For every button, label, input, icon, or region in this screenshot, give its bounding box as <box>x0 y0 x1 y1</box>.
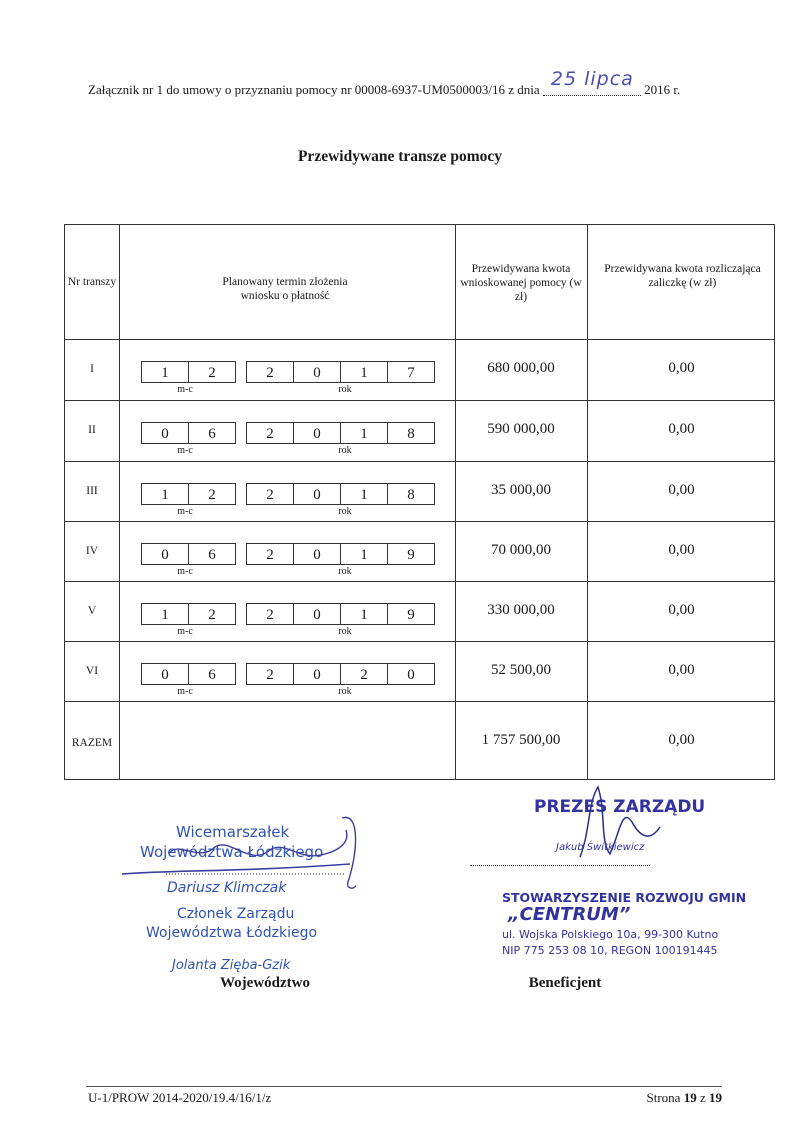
year-digit: 2 <box>246 663 294 685</box>
month-digit: 6 <box>188 422 236 444</box>
month-digit: 6 <box>188 543 236 565</box>
year-digit: 2 <box>340 663 388 685</box>
year-digit: 2 <box>246 422 294 444</box>
header-term: Planowany termin złożenia wniosku o płatność <box>222 276 348 302</box>
year-digit: 0 <box>293 422 341 444</box>
year-digit: 0 <box>293 543 341 565</box>
month-label: m-c <box>177 384 193 395</box>
page-sep: z <box>699 1090 706 1105</box>
month-boxes <box>141 483 236 505</box>
year-digit: 7 <box>387 361 435 383</box>
month-digit: 1 <box>141 483 189 505</box>
year-digit: 0 <box>293 663 341 685</box>
signature-line <box>470 865 650 866</box>
year-digit: 0 <box>387 663 435 685</box>
page-prefix: Strona <box>646 1090 681 1105</box>
voivodeship-label: Województwo <box>220 975 310 991</box>
header-advance: Przewidywana kwota rozliczająca zaliczkę (w zł) <box>604 263 761 289</box>
year-boxes <box>246 483 435 505</box>
total-label: RAZEM <box>71 737 113 749</box>
stamp-name-zieba: Jolanta Zięba-Gzik <box>172 958 291 973</box>
row-divider <box>65 581 774 582</box>
stamp-name-switkiewicz: Jakub Świtkiewicz <box>556 842 645 853</box>
month-digit: 0 <box>141 543 189 565</box>
year-label: rok <box>338 566 352 577</box>
year-digit: 9 <box>387 543 435 565</box>
beneficiary-label: Beneficjent <box>528 975 602 991</box>
page-title: Przewidywane transze pomocy <box>297 148 503 165</box>
date-field <box>543 68 641 98</box>
year-digit: 1 <box>340 483 388 505</box>
month-digit: 1 <box>141 361 189 383</box>
row-divider <box>65 701 774 702</box>
tranche-advance: 0,00 <box>668 662 695 678</box>
col-divider <box>587 225 588 779</box>
year-label: rok <box>338 384 352 395</box>
month-label: m-c <box>177 445 193 456</box>
month-boxes <box>141 422 236 444</box>
col-divider <box>455 225 456 779</box>
month-digit: 2 <box>188 603 236 625</box>
stamp-org-centrum: „CENTRUM” <box>508 904 631 925</box>
year-boxes <box>246 543 435 565</box>
tranche-number: III <box>86 485 98 497</box>
annex-header-text: Załącznik nr 1 do umowy o przyznaniu pomocy nr 00008-6937-UM0500003/16 z dnia <box>88 82 540 97</box>
year-label: rok <box>338 626 352 637</box>
tranche-amount: 330 000,00 <box>487 602 555 618</box>
tranche-number: I <box>90 363 94 375</box>
stamp-line-title: Wicemarszałek <box>176 823 290 841</box>
month-digit: 6 <box>188 663 236 685</box>
year-digit: 1 <box>340 422 388 444</box>
year-digit: 2 <box>246 603 294 625</box>
month-boxes <box>141 603 236 625</box>
page-number <box>560 1090 722 1106</box>
month-digit: 0 <box>141 422 189 444</box>
month-digit: 1 <box>141 603 189 625</box>
tranche-advance: 0,00 <box>668 360 695 376</box>
tranche-amount: 680 000,00 <box>487 360 555 376</box>
year-digit: 2 <box>246 483 294 505</box>
year-digit: 1 <box>340 543 388 565</box>
year-digit: 9 <box>387 603 435 625</box>
year-digit: 2 <box>246 543 294 565</box>
page-current: 19 <box>683 1090 697 1105</box>
stamp-org-ids: NIP 775 253 08 10, REGON 100191445 <box>502 944 718 957</box>
stamp-president: PREZES ZARZĄDU <box>534 797 706 817</box>
year-boxes <box>246 663 435 685</box>
footer-divider <box>86 1086 722 1087</box>
year-digit: 2 <box>246 361 294 383</box>
tranche-number: IV <box>85 545 99 557</box>
header-nr: Nr transzy <box>67 276 117 288</box>
year-digit: 8 <box>387 483 435 505</box>
month-boxes <box>141 361 236 383</box>
month-boxes <box>141 663 236 685</box>
row-divider <box>65 400 774 401</box>
year-boxes <box>246 361 435 383</box>
tranche-advance: 0,00 <box>668 602 695 618</box>
tranche-amount: 590 000,00 <box>487 421 555 437</box>
year-label: rok <box>338 445 352 456</box>
page-total: 19 <box>709 1090 722 1105</box>
tranche-advance: 0,00 <box>668 421 695 437</box>
month-digit: 2 <box>188 483 236 505</box>
row-divider <box>65 521 774 522</box>
year-digit: 0 <box>293 483 341 505</box>
stamp-board-member: Członek Zarządu <box>177 906 295 922</box>
row-divider <box>65 461 774 462</box>
stamp-name-klimczak: Dariusz Klimczak <box>167 880 287 896</box>
tranche-number: V <box>87 605 97 617</box>
tranche-amount: 52 500,00 <box>491 662 551 678</box>
year-digit: 8 <box>387 422 435 444</box>
tranche-number: VI <box>85 665 99 677</box>
stamp-org-name: STOWARZYSZENIE ROZWOJU GMIN <box>502 890 747 905</box>
row-divider <box>65 339 774 340</box>
tranche-number: II <box>88 424 96 436</box>
year-boxes <box>246 603 435 625</box>
tranche-amount: 70 000,00 <box>491 542 551 558</box>
month-label: m-c <box>177 626 193 637</box>
month-digit: 2 <box>188 361 236 383</box>
tranche-amount: 35 000,00 <box>491 482 551 498</box>
annex-header <box>88 68 728 98</box>
footer-code: U-1/PROW 2014-2020/19.4/16/1/z <box>88 1090 272 1105</box>
total-amount: 1 757 500,00 <box>481 732 561 748</box>
annex-year: 2016 r. <box>644 82 681 97</box>
handwritten-date: 25 lipca <box>550 68 634 90</box>
year-digit: 0 <box>293 361 341 383</box>
header-amount: Przewidywana kwota wnioskowanej pomocy (w zł) <box>460 263 582 303</box>
stamp-org-address: ul. Wojska Polskiego 10a, 99-300 Kutno <box>502 928 719 941</box>
year-digit: 1 <box>340 361 388 383</box>
col-divider <box>119 225 120 779</box>
tranche-advance: 0,00 <box>668 482 695 498</box>
stamp-line-region: Województwa Łódzkiego <box>140 843 324 861</box>
month-label: m-c <box>177 686 193 697</box>
year-label: rok <box>338 506 352 517</box>
year-label: rok <box>338 686 352 697</box>
tranches-table <box>64 224 775 780</box>
tranche-advance: 0,00 <box>668 542 695 558</box>
row-divider <box>65 641 774 642</box>
stamp-board-region: Województwa Łódzkiego <box>146 925 318 941</box>
month-label: m-c <box>177 506 193 517</box>
month-digit: 0 <box>141 663 189 685</box>
month-label: m-c <box>177 566 193 577</box>
month-boxes <box>141 543 236 565</box>
year-digit: 0 <box>293 603 341 625</box>
year-boxes <box>246 422 435 444</box>
total-advance: 0,00 <box>668 732 695 748</box>
year-digit: 1 <box>340 603 388 625</box>
